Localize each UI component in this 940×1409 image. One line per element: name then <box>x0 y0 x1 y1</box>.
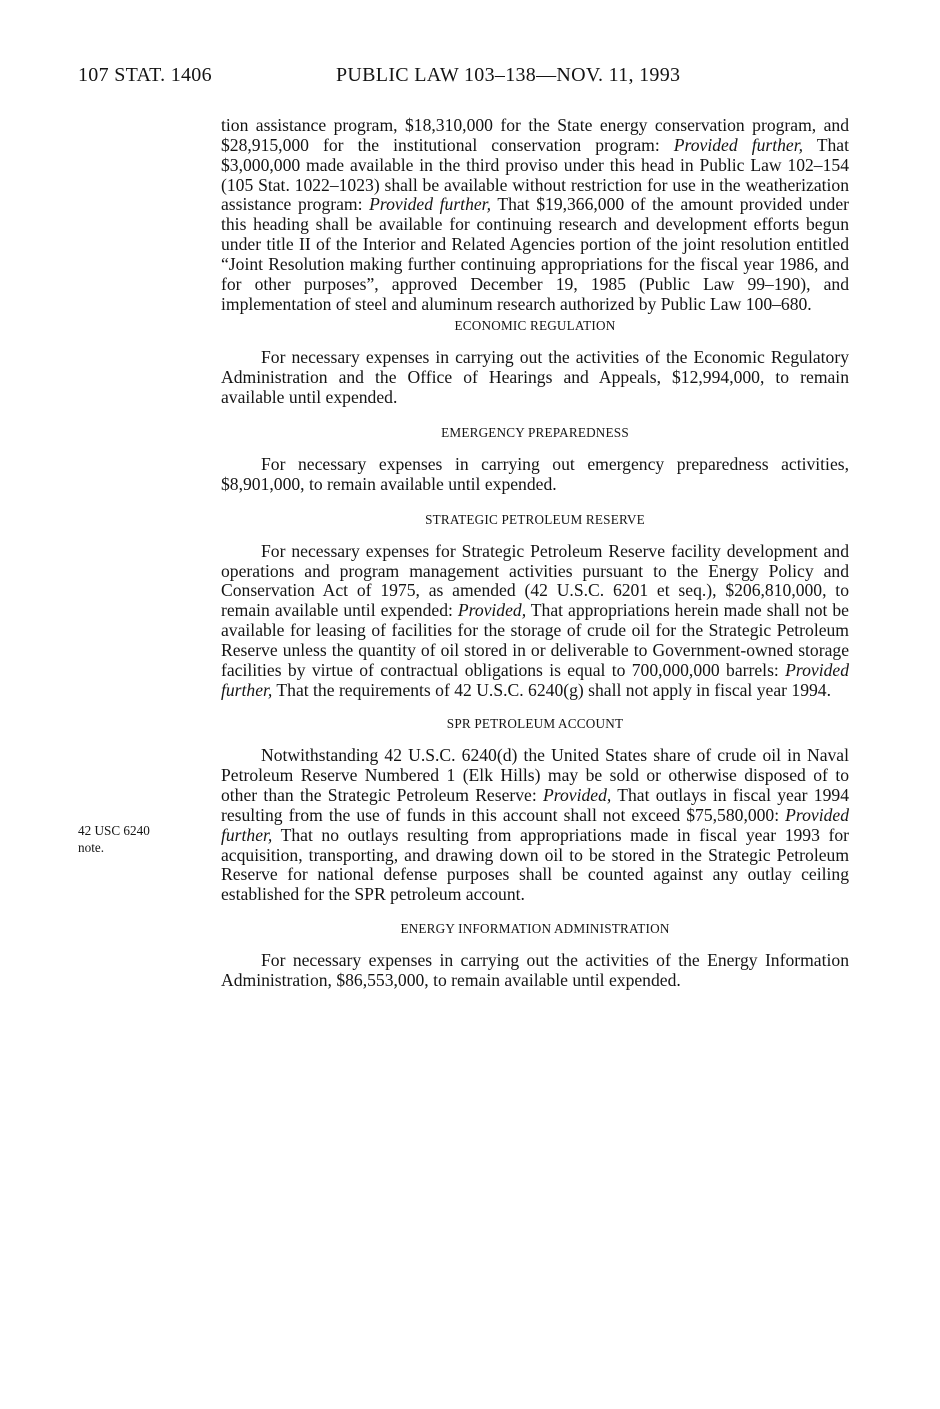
text-run: That outlays in fiscal year 1994 resulting from the use of funds in this account shall not exceed $75,580,000: <box>221 785 849 825</box>
section-heading-strategic-petroleum-reserve: STRATEGIC PETROLEUM RESERVE <box>425 511 645 527</box>
text-run: For necessary expenses for Strategic Petroleum Reserve facility development and operations and program management activities pursuant to the Energy Policy and Conservation Act of 1975, as amended (42 U.S.C. 6201 et seq.), $206,810,000, to remain available until expended: <box>221 540 849 621</box>
proviso-italic: Provided further, <box>673 134 804 155</box>
page-header <box>78 64 858 92</box>
text-run: That $19,366,000 of the amount provided under this heading shall be available for continuing research and development efforts begun under title II of the Interior and Related Agencies portion of the joint resolution entitled “Joint Resolution making further continuing appropriations for the fiscal year 1986, and for other purposes”, approved December 19, 1985 (Public Law 99–190), and implementation of steel and aluminum research authorized by Public Law 100–680. <box>221 194 850 314</box>
margin-note-citation: 42 USC 6240 <box>78 823 150 838</box>
text-run: That appropriations herein made shall not be available for leasing of facilities for the storage of crude oil for the Strategic Petroleum Reserve unless the quantity of oil stored in or deliverable to Government-owned storage facilities by virtue of contractual obligations is equal to 700,000,000 barrels: <box>221 600 849 680</box>
proviso-italic: Provided further, <box>221 804 849 845</box>
section-heading-emergency-preparedness: EMERGENCY PREPAREDNESS <box>441 424 629 440</box>
public-law-title: PUBLIC LAW 103–138—NOV. 11, 1993 <box>336 64 681 86</box>
continued-paragraph <box>221 116 849 314</box>
section-heading-spr-petroleum-account: SPR PETROLEUM ACCOUNT <box>446 716 624 732</box>
paragraph-emergency-preparedness: For necessary expenses in carrying out emergency preparedness activities, $8,901,000, to remain available until expended. <box>221 453 849 494</box>
text-run: That no outlays resulting from appropriations made in fiscal year 1993 for acquisition, transporting, and drawing down oil to be stored in the Strategic Petroleum Reserve for national defense purposes shall be counted against any outlay ceiling established for the SPR petroleum account. <box>221 824 849 905</box>
text-run: That $3,000,000 made available in the third proviso under this head in Public Law 102–154 (105 Stat. 1022–1023) shall be available without restriction for use in the weatherization assistance program: <box>221 134 849 215</box>
proviso-italic: Provided, <box>457 600 527 621</box>
paragraph-strategic-petroleum-reserve <box>221 542 849 701</box>
proviso-italic: Provided further, <box>369 194 491 215</box>
section-heading-economic-regulation: ECONOMIC REGULATION <box>454 318 616 334</box>
paragraph-spr-petroleum-account <box>221 746 849 905</box>
paragraph-economic-regulation: For necessary expenses in carrying out the activities of the Economic Regulatory Administration and the Office of Hearings and Appeals, $12,994,000, to remain available until expended. <box>221 347 849 408</box>
text-run: That the requirements of 42 U.S.C. 6240(g) shall not apply in fiscal year 1994. <box>272 679 831 700</box>
proviso-italic: Provided, <box>543 785 612 806</box>
margin-note <box>78 822 150 856</box>
stat-page-number: 107 STAT. 1406 <box>78 64 212 86</box>
document-body <box>221 116 849 991</box>
text-run: tion assistance program, $18,310,000 for the State energy conservation program, and $28,915,000 for the institutional conservation program: <box>221 115 849 155</box>
section-heading-energy-information-administration: ENERGY INFORMATION ADMINISTRATION <box>400 921 670 937</box>
paragraph-energy-information-administration: For necessary expenses in carrying out the activities of the Energy Information Administration, $86,553,000, to remain available until expended. <box>221 950 849 990</box>
margin-note-label: note. <box>78 840 105 855</box>
text-run: Notwithstanding 42 U.S.C. 6240(d) the United States share of crude oil in Naval Petroleum Reserve Numbered 1 (Elk Hills) may be sold or otherwise disposed of to other than the Strategic Petroleum Reserve: <box>221 745 849 806</box>
proviso-italic: Provided further, <box>221 659 849 700</box>
